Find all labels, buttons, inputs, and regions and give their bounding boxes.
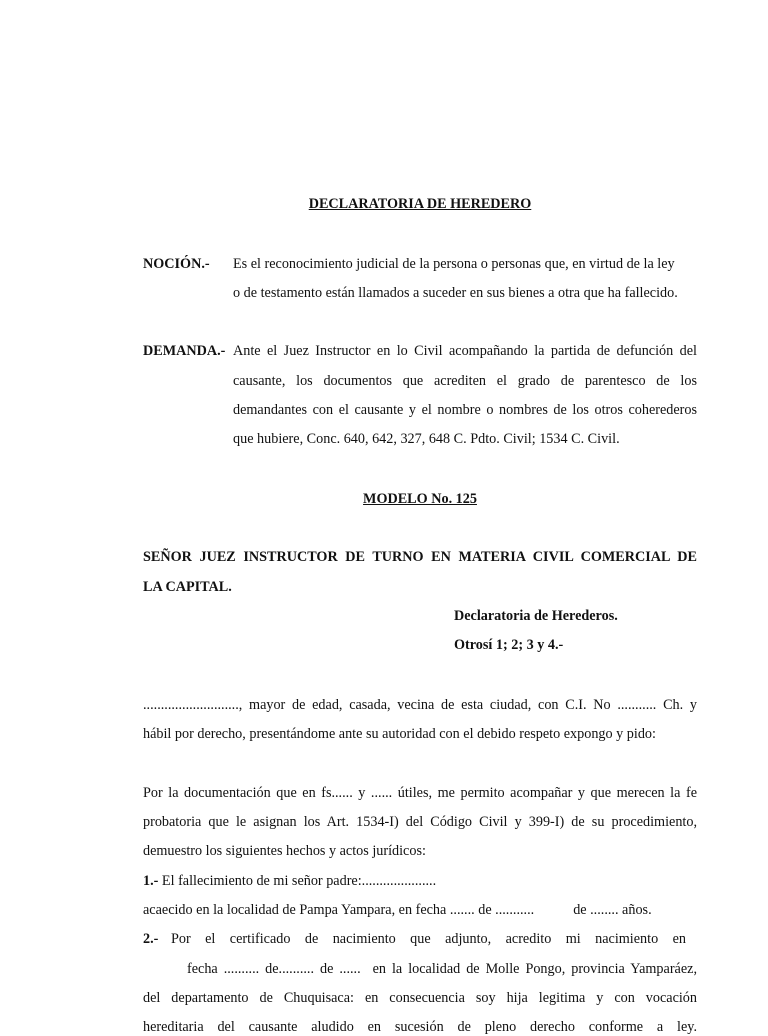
nocion-line-1: Es el reconocimiento judicial de la persona o personas que, en virtud de la ley — [233, 256, 675, 272]
addressee-line-2: LA CAPITAL. — [143, 579, 232, 595]
addressee-line-1: SEÑOR JUEZ INSTRUCTOR DE TURNO EN MATERIA CIVIL COMERCIAL DE — [143, 549, 697, 565]
item-1 — [143, 873, 436, 890]
demanda-line-4: que hubiere, Conc. 640, 642, 327, 648 C. Pdto. Civil; 1534 C. Civil. — [233, 431, 620, 447]
document-title: DECLARATORIA DE HEREDERO — [308, 196, 532, 212]
item-2-number: 2.- — [143, 931, 159, 947]
nocion-label: NOCIÓN.- — [143, 256, 210, 272]
demanda-line-1: Ante el Juez Instructor en lo Civil acompañando la partida de defunción del — [233, 343, 697, 359]
item-1-line-2: acaecido en la localidad de Pampa Yampara, en fecha ....... de ........... de ........ años. — [143, 902, 652, 918]
item-1-number: 1.- — [143, 873, 159, 889]
demanda-label: DEMANDA.- — [143, 343, 226, 359]
item-2-line-3: del departamento de Chuquisaca: en consecuencia soy hija legitima y con vocación — [143, 990, 697, 1006]
nocion-line-2: o de testamento están llamados a suceder en sus bienes a otra que ha fallecido. — [233, 285, 678, 301]
item-1-text: El fallecimiento de mi señor padre:..................... — [158, 873, 437, 889]
demanda-line-2: causante, los documentos que acrediten el grado de parentesco de los — [233, 373, 697, 389]
intro-line-2: hábil por derecho, presentándome ante su autoridad con el debido respeto expongo y pido: — [143, 726, 656, 742]
ref-line-2: Otrosí 1; 2; 3 y 4.- — [454, 637, 564, 653]
intro-line-1: ..........................., mayor de edad, casada, vecina de esta ciudad, con C.I. No ........... Ch. y — [143, 697, 697, 713]
item-2-line-4: hereditaria del causante aludido en sucesión de pleno derecho conforme a ley. — [143, 1019, 697, 1035]
item-2-line-1: Por el certificado de nacimiento que adjunto, acredito mi nacimiento en — [171, 931, 686, 947]
demanda-line-3: demandantes con el causante y el nombre o nombres de los otros coherederos — [233, 402, 697, 418]
modelo-heading: MODELO No. 125 — [363, 491, 477, 507]
body-line-2: probatoria que le asignan los Art. 1534-I) del Código Civil y 399-I) de su procedimiento, — [143, 814, 697, 830]
body-line-3: demuestro los siguientes hechos y actos jurídicos: — [143, 843, 426, 859]
ref-line-1: Declaratoria de Herederos. — [454, 608, 618, 624]
body-line-1: Por la documentación que en fs...... y ...... útiles, me permito acompañar y que merecen la fe — [143, 785, 697, 801]
item-2-line-2: fecha .......... de.......... de ...... en la localidad de Molle Pongo, provincia Yamparáez, — [187, 961, 697, 977]
